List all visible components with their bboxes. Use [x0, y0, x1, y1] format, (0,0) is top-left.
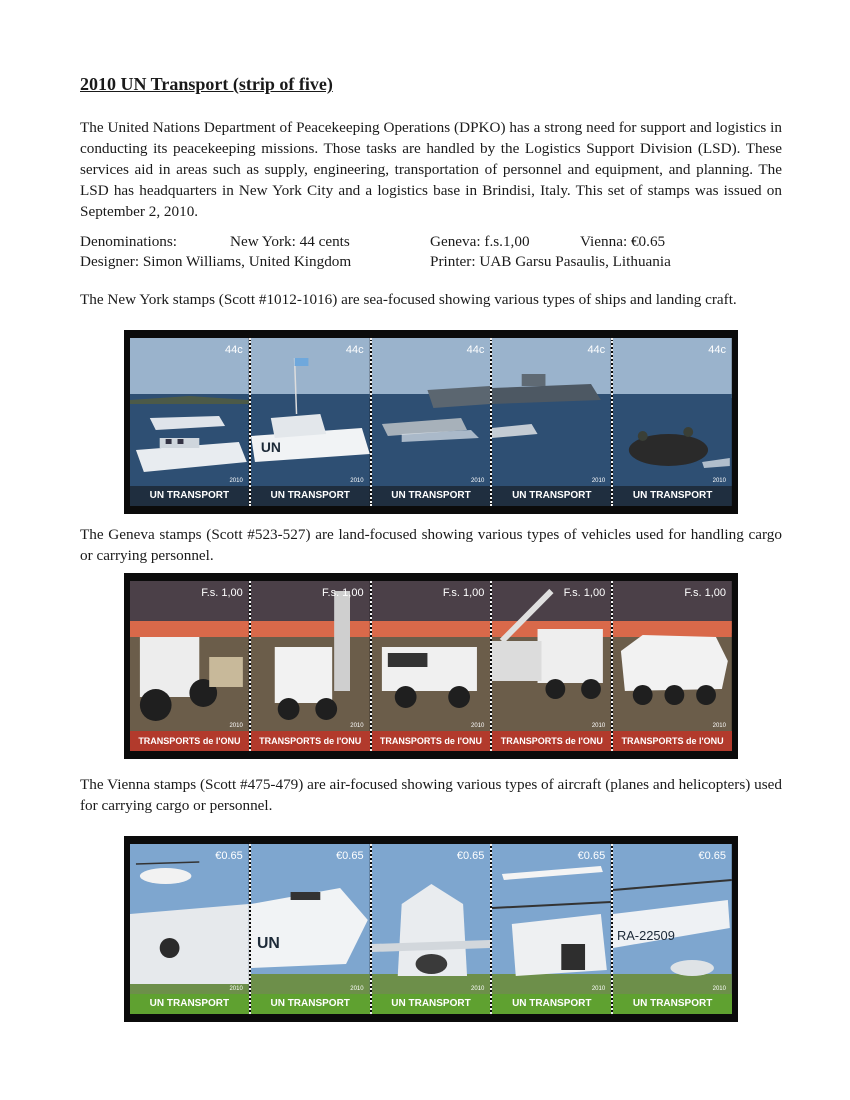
stamp-label: UN TRANSPORT: [492, 486, 611, 506]
stamp-label: UN TRANSPORT: [372, 994, 491, 1014]
stamp-denomination: €0.65: [215, 850, 243, 862]
new-york-stamp-strip: [124, 330, 738, 514]
geneva-denomination: Geneva: f.s.1,00: [430, 233, 530, 250]
stamp-denomination: F.s. 1,00: [442, 587, 485, 599]
ny-stamp-3: [372, 338, 493, 506]
vienna-denomination: Vienna: €0.65: [580, 233, 666, 250]
gv-stamp-4: [492, 581, 613, 751]
stamp-year: 2010: [712, 723, 726, 729]
stamp-denomination: €0.65: [456, 850, 485, 862]
gv-stamp-2: [251, 581, 372, 751]
stamp-denomination: 44c: [345, 344, 364, 356]
stamp-year: 2010: [591, 986, 606, 992]
stamp-denomination: €0.65: [698, 850, 726, 862]
vienna-description: The Vienna stamps (Scott #475-479) are air-focused showing various types of aircraft (planes and helicopters) used for carrying cargo or personnel.: [80, 776, 782, 814]
new-york-denomination: New York: 44 cents: [230, 233, 350, 250]
stamp-label: UN TRANSPORT: [251, 994, 370, 1014]
stamp-label: UN TRANSPORT: [251, 486, 370, 506]
stamp-year: 2010: [229, 723, 243, 729]
ny-stamp-2: [251, 338, 372, 506]
intro-paragraph: The United Nations Department of Peacekeeping Operations (DPKO) has a strong need for support and logistics in conducting its peacekeeping missions. Those tasks are handled by the Logistics Support Division (LSD). These services aid in areas such as supply, engineering, transportation of personnel and equipment, and planning. The LSD has headquarters in New York City and a logistics base in Brindisi, Italy. This set of stamps was issued on September 2, 2010.: [80, 119, 782, 220]
denominations-label: Denominations:: [80, 233, 178, 250]
stamp-label: TRANSPORTS de l'ONU: [372, 731, 491, 751]
info-row-denominations: [80, 232, 782, 252]
stamp-year: 2010: [712, 986, 726, 992]
stamp-label: UN TRANSPORT: [613, 994, 732, 1014]
info-row-credits: [80, 252, 782, 272]
stamp-denomination: F.s. 1,00: [201, 587, 243, 599]
page-title: 2010 UN Transport (strip of five): [80, 74, 333, 94]
stamp-year: 2010: [591, 723, 606, 729]
svg-text:RA-22509: RA-22509: [617, 927, 676, 944]
vi-stamp-1: [130, 844, 251, 1014]
vi-stamp-3: [372, 844, 493, 1014]
stamp-denomination: F.s. 1,00: [684, 587, 726, 599]
new-york-description: The New York stamps (Scott #1012-1016) are sea-focused showing various types of ships and landing craft.: [80, 291, 737, 308]
designer-credit: Designer: Simon Williams, United Kingdom: [80, 253, 352, 270]
stamp-label: UN TRANSPORT: [613, 486, 732, 506]
ny-stamp-4: [492, 338, 613, 506]
issue-info: [80, 232, 782, 272]
stamp-label: UN TRANSPORT: [130, 994, 249, 1014]
vi-stamp-4: [492, 844, 613, 1014]
stamp-year: 2010: [712, 478, 726, 484]
stamp-label: UN TRANSPORT: [372, 486, 491, 506]
stamp-label: TRANSPORTS de l'ONU: [492, 731, 611, 751]
stamp-label: UN TRANSPORT: [492, 994, 611, 1014]
vi-stamp-2: [251, 844, 372, 1014]
stamp-denomination: 44c: [225, 344, 243, 356]
geneva-description: The Geneva stamps (Scott #523-527) are land-focused showing various types of vehicles used for handling cargo or carrying personnel.: [80, 526, 782, 564]
stamp-label: UN TRANSPORT: [130, 486, 249, 506]
stamp-year: 2010: [229, 478, 243, 484]
stamp-label: TRANSPORTS de l'ONU: [130, 731, 249, 751]
svg-text:UN: UN: [256, 934, 280, 953]
stamp-year: 2010: [350, 986, 364, 992]
stamp-label: TRANSPORTS de l'ONU: [251, 731, 370, 751]
geneva-stamp-strip: [124, 573, 738, 759]
vienna-stamp-strip: [124, 836, 738, 1022]
stamp-year: 2010: [350, 723, 364, 729]
gv-stamp-5: [613, 581, 732, 751]
stamp-label: TRANSPORTS de l'ONU: [613, 731, 732, 751]
printer-credit: Printer: UAB Garsu Pasaulis, Lithuania: [430, 253, 671, 270]
stamp-year: 2010: [350, 478, 364, 484]
stamp-denomination: 44c: [708, 344, 726, 356]
ny-stamp-1: [130, 338, 251, 506]
ny-stamp-5: [613, 338, 732, 506]
stamp-denomination: €0.65: [336, 850, 364, 862]
stamp-year: 2010: [471, 478, 485, 484]
stamp-denomination: €0.65: [577, 850, 606, 862]
stamp-year: 2010: [471, 723, 485, 729]
stamp-denomination: F.s. 1,00: [322, 587, 364, 599]
vi-stamp-5: [613, 844, 732, 1014]
stamp-year: 2010: [471, 986, 485, 992]
gv-stamp-3: [372, 581, 493, 751]
gv-stamp-1: [130, 581, 251, 751]
stamp-year: 2010: [229, 986, 243, 992]
stamp-denomination: 44c: [587, 344, 606, 356]
stamp-year: 2010: [591, 478, 606, 484]
stamp-denomination: 44c: [466, 344, 485, 356]
svg-text:UN: UN: [260, 438, 281, 456]
stamp-denomination: F.s. 1,00: [563, 587, 606, 599]
